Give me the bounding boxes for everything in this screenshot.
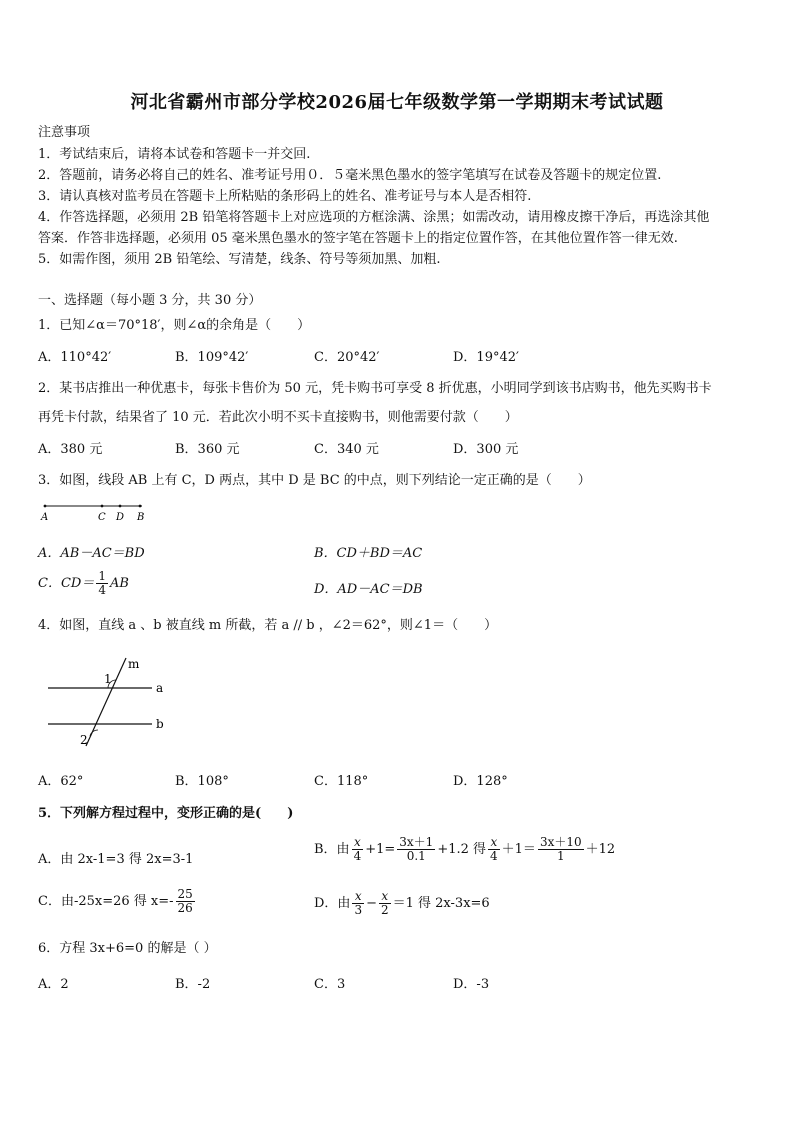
q1-option-c: C．20°42′ xyxy=(314,350,380,365)
point-c xyxy=(101,505,104,508)
note-item: 3．请认真核对监考员在答题卡上所粘贴的条形码上的姓名、准考证号与本人是否相符. xyxy=(38,189,532,204)
label-m: m xyxy=(128,657,140,671)
q4-option-c: C．118° xyxy=(314,774,369,789)
page-title: 河北省霸州市部分学校2026届七年级数学第一学期期末考试试题 xyxy=(130,92,664,113)
label-c: C xyxy=(98,512,106,523)
q5-option-d-prefix: D．由 xyxy=(314,896,351,912)
notes-heading: 注意事项 xyxy=(38,125,91,140)
fraction xyxy=(379,890,391,917)
q6-option-d: D．-3 xyxy=(453,977,490,992)
q6-option-a: A．2 xyxy=(38,977,69,992)
numerator: x xyxy=(379,890,391,904)
denominator: 4 xyxy=(353,849,362,864)
q5-option-b-text: +1= xyxy=(365,842,396,858)
question-3-stem: 3．如图，线段 AB 上有 C，D 两点，其中 D 是 BC 的中点，则下列结论一定正确的是（ ） xyxy=(38,473,591,488)
numerator: 25 xyxy=(177,887,193,901)
numerator: 3x＋1 xyxy=(399,835,434,849)
numerator: x xyxy=(352,890,364,904)
note-item: 4．作答选择题，必须用 2B 铅笔将答题卡上对应选项的方框涂满、涂黑；如需改动，请用橡皮擦干净后，再选涂其他 xyxy=(38,210,710,225)
q4-option-d: D．128° xyxy=(453,774,508,789)
parallel-lines-figure xyxy=(40,654,180,750)
question-6-stem: 6．方程 3x+6=0 的解是（ ） xyxy=(38,941,217,956)
label-angle-2: 2 xyxy=(80,733,88,747)
label-b: b xyxy=(156,717,164,731)
denominator: 0.1 xyxy=(406,849,426,864)
q6-option-c: C．3 xyxy=(314,977,346,992)
q2-option-a: A．380 元 xyxy=(38,442,103,457)
q2-option-b: B．360 元 xyxy=(175,442,240,457)
denominator: 4 xyxy=(98,583,106,598)
point-d xyxy=(119,505,122,508)
fraction xyxy=(96,570,108,597)
note-item: 答案．作答非选择题，必须用 05 毫米黑色墨水的签字笔在答题卡上的指定位置作答，在其他位置作答一律无效. xyxy=(38,231,678,246)
q5-option-d xyxy=(314,890,490,917)
q2-option-c: C．340 元 xyxy=(314,442,379,457)
q5-option-b-prefix: B．由 xyxy=(314,842,350,858)
point-a xyxy=(44,505,47,508)
q1-option-d: D．19°42′ xyxy=(453,350,519,365)
note-item: 5．如需作图，须用 2B 铅笔绘、写清楚，线条、符号等须加黑、加粗. xyxy=(38,252,441,267)
numerator: x xyxy=(488,836,500,850)
q5-option-b xyxy=(314,836,615,863)
numerator: 3x＋10 xyxy=(539,835,582,849)
section-heading: 一、选择题（每小题 3 分，共 30 分） xyxy=(38,293,262,308)
q5-option-a: A．由 2x-1=3 得 2x=3-1 xyxy=(38,852,194,867)
fraction xyxy=(352,890,364,917)
q1-option-b: B．109°42′ xyxy=(175,350,249,365)
denominator: 26 xyxy=(177,901,193,916)
denominator: 2 xyxy=(380,903,389,918)
q5-option-c-prefix: C．由-25x=26 得 x=- xyxy=(38,894,174,910)
fraction xyxy=(538,836,584,863)
q4-option-b: B．108° xyxy=(175,774,229,789)
q4-option-a: A．62° xyxy=(38,774,84,789)
label-angle-1: 1 xyxy=(104,672,112,686)
q5-option-b-text: ＋1＝ xyxy=(501,842,536,858)
note-item: 1．考试结束后，请将本试卷和答题卡一并交回. xyxy=(38,147,311,162)
question-2-stem-line2: 再凭卡付款，结果省了 10 元．若此次小明不买卡直接购书，则他需要付款（ ） xyxy=(38,410,518,425)
q3-option-b: B．CD＋BD＝AC xyxy=(314,546,423,561)
label-b: B xyxy=(137,512,145,523)
q5-option-c xyxy=(38,888,197,915)
question-1-stem: 1．已知∠α＝70°18′，则∠α的余角是（ ） xyxy=(38,318,311,333)
q5-option-d-tail: ＝1 得 2x-3x=6 xyxy=(392,896,490,912)
fraction xyxy=(488,836,500,863)
q3-option-a: A．AB－AC＝BD xyxy=(38,546,145,561)
q3-option-c-label: C．CD＝ xyxy=(38,576,95,592)
q3-option-c xyxy=(38,570,129,597)
denominator: 3 xyxy=(354,903,363,918)
numerator: 1 xyxy=(98,569,106,583)
fraction xyxy=(397,836,435,863)
numerator: x xyxy=(352,836,364,850)
q5-option-d-text: − xyxy=(366,896,377,912)
denominator: 4 xyxy=(490,849,498,864)
point-b xyxy=(139,505,142,508)
q6-option-b: B．-2 xyxy=(175,977,211,992)
question-2-stem-line1: 2．某书店推出一种优惠卡，每张卡售价为 50 元，凭卡购书可享受 8 折优惠，小明同学到该书店购书，他先买购书卡 xyxy=(38,381,712,396)
q1-option-a: A．110°42′ xyxy=(38,350,112,365)
note-item: 2．答题前，请务必将自己的姓名、准考证号用０．５毫米黑色墨水的签字笔填写在试卷及答题卡的规定位置. xyxy=(38,168,662,183)
q5-option-b-text: +1.2 得 xyxy=(437,842,487,858)
q5-option-b-tail: ＋12 xyxy=(585,842,616,858)
label-d: D xyxy=(116,512,125,523)
label-a: A xyxy=(41,512,49,523)
denominator: 1 xyxy=(556,849,565,864)
q3-option-c-tail: AB xyxy=(109,576,129,592)
question-5-stem: 5．下列解方程过程中，变形正确的是( ) xyxy=(38,806,294,821)
q2-option-d: D．300 元 xyxy=(453,442,519,457)
q3-option-d: D．AD－AC＝DB xyxy=(314,582,423,597)
fraction xyxy=(352,836,364,863)
question-4-stem: 4．如图，直线 a 、b 被直线 m 所截，若 a // b ，∠2＝62°，则∠1＝（ ） xyxy=(38,618,498,633)
label-a: a xyxy=(156,681,164,695)
segment-figure xyxy=(36,498,156,524)
fraction xyxy=(176,888,195,915)
